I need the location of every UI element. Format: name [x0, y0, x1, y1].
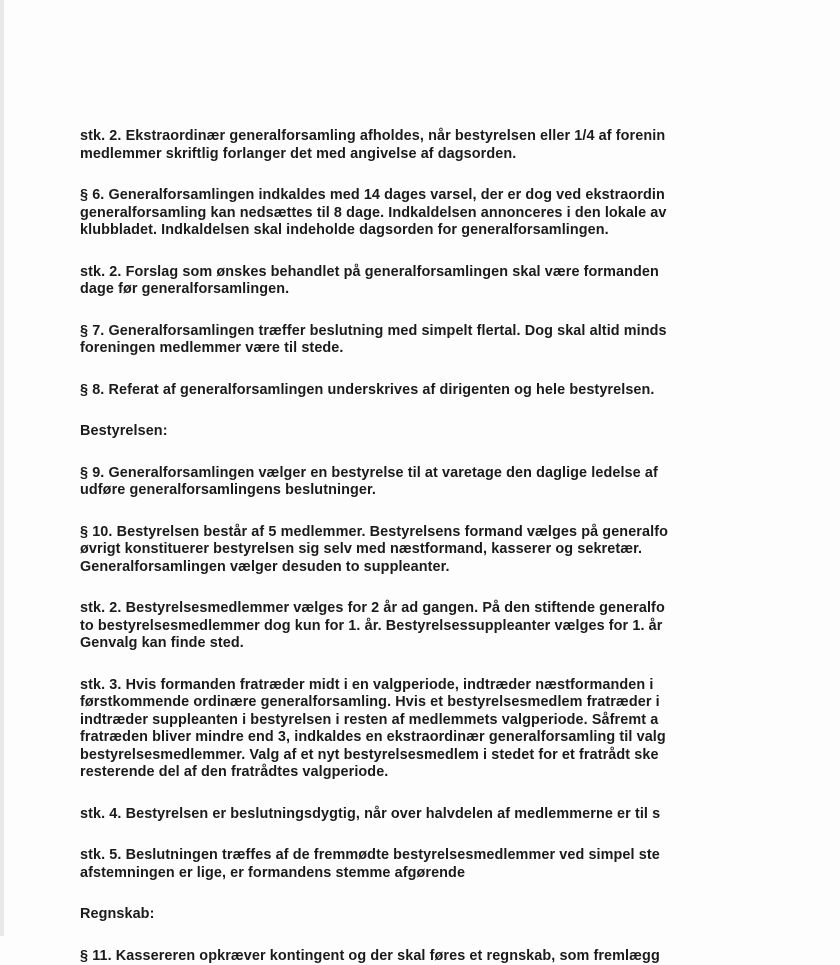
paragraph-stk5: [80, 847, 840, 882]
text-line: § 9. Generalforsamlingen vælger en bestyrelse til at varetage den daglige ledelse af: [80, 465, 840, 483]
text-line: Generalforsamlingen vælger desuden to suppleanter.: [80, 559, 840, 577]
text-line: fratræden bliver mindre end 3, indkaldes en ekstraordinær generalforsamling til valg: [80, 729, 840, 747]
paragraph-section-8: [80, 382, 840, 400]
paragraph-section-10: [80, 524, 840, 577]
text-line: § 7. Generalforsamlingen træffer beslutning med simpelt flertal. Dog skal altid minds: [80, 323, 840, 341]
text-line: bestyrelsesmedlemmer. Valg af et nyt bestyrelsesmedlem i stedet for et fratrådt ske: [80, 747, 840, 765]
text-line: stk. 2. Bestyrelsesmedlemmer vælges for 2 år ad gangen. På den stiftende generalfo: [80, 600, 840, 618]
text-line: klubbladet. Indkaldelsen skal indeholde dagsorden for generalforsamlingen.: [80, 222, 840, 240]
text-line: to bestyrelsesmedlemmer dog kun for 1. år. Bestyrelsessuppleanter vælges for 1. år: [80, 618, 840, 636]
paragraph-stk2-forslag: [80, 264, 840, 299]
scan-edge: [0, 0, 4, 936]
text-line: § 10. Bestyrelsen består af 5 medlemmer. Bestyrelsens formand vælges på generalfo: [80, 524, 840, 542]
text-line: foreningen medlemmer være til stede.: [80, 340, 840, 358]
heading-regnskab: Regnskab:: [80, 906, 840, 924]
paragraph-stk2-valg: [80, 600, 840, 653]
text-line: § 11. Kassereren opkræver kontingent og der skal føres et regnskab, som fremlægg: [80, 948, 840, 965]
text-line: § 6. Generalforsamlingen indkaldes med 14 dages varsel, der er dog ved ekstraordin: [80, 187, 840, 205]
text-line: medlemmer skriftlig forlanger det med angivelse af dagsorden.: [80, 146, 840, 164]
text-line: indtræder suppleanten i bestyrelsen i resten af medlemmets valgperiode. Såfremt a: [80, 712, 840, 730]
text-line: stk. 2. Forslag som ønskes behandlet på generalforsamlingen skal være formanden: [80, 264, 840, 282]
heading-bestyrelsen: Bestyrelsen:: [80, 423, 840, 441]
text-line: § 8. Referat af generalforsamlingen underskrives af dirigenten og hele bestyrelsen.: [80, 382, 840, 400]
paragraph-section-9: [80, 465, 840, 500]
text-line: generalforsamling kan nedsættes til 8 dage. Indkaldelsen annonceres i den lokale av: [80, 205, 840, 223]
text-line: stk. 3. Hvis formanden fratræder midt i en valgperiode, indtræder næstformanden i: [80, 677, 840, 695]
text-line: stk. 4. Bestyrelsen er beslutningsdygtig, når over halvdelen af medlemmerne er til s: [80, 806, 840, 824]
text-line: udføre generalforsamlingens beslutninger.: [80, 482, 840, 500]
text-line: førstkommende ordinære generalforsamling. Hvis et bestyrelsesmedlem fratræder i: [80, 694, 840, 712]
text-line: stk. 5. Beslutningen træffes af de fremmødte bestyrelsesmedlemmer ved simpel ste: [80, 847, 840, 865]
text-line: stk. 2. Ekstraordinær generalforsamling afholdes, når bestyrelsen eller 1/4 af forenin: [80, 128, 840, 146]
text-line: øvrigt konstituerer bestyrelsen sig selv med næstformand, kasserer og sekretær.: [80, 541, 840, 559]
document-body: [80, 128, 840, 965]
text-line: Genvalg kan finde sted.: [80, 635, 840, 653]
paragraph-section-11: [80, 948, 840, 965]
paragraph-stk3-fratraeden: [80, 677, 840, 782]
paragraph-stk4: [80, 806, 840, 824]
text-line: afstemningen er lige, er formandens stemme afgørende: [80, 865, 840, 883]
paragraph-section-6: [80, 187, 840, 240]
paragraph-stk2-ekstraordinaer: [80, 128, 840, 163]
text-line: dage før generalforsamlingen.: [80, 281, 840, 299]
paragraph-section-7: [80, 323, 840, 358]
text-line: resterende del af den fratrådtes valgperiode.: [80, 764, 840, 782]
